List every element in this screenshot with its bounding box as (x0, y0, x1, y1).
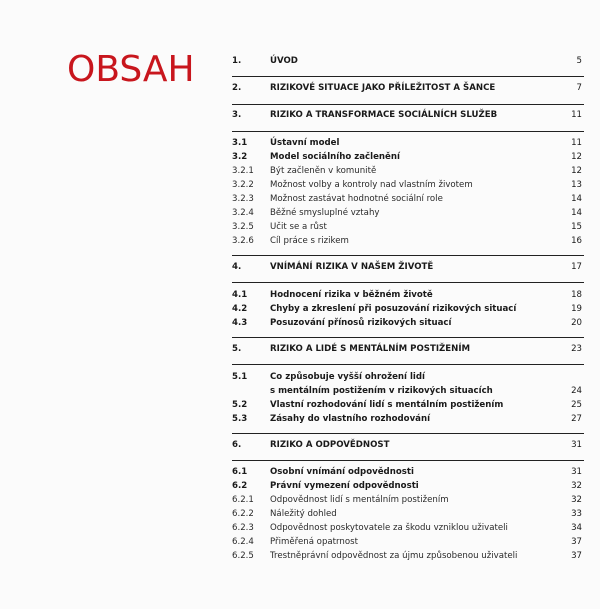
toc-page: 17 (571, 262, 582, 272)
toc-number: 6.2 (232, 481, 248, 491)
toc-number: 6.2.2 (232, 509, 254, 519)
toc-number: 4.1 (232, 290, 248, 300)
section-divider (232, 364, 584, 365)
toc-number: 3.1 (232, 138, 248, 148)
toc-page: 25 (571, 400, 582, 410)
toc-entry[interactable] (0, 192, 600, 206)
section-divider (232, 104, 584, 105)
toc-page: 16 (571, 236, 582, 246)
toc-page: 5 (576, 56, 582, 66)
toc-title: s mentálním postižením v rizikových situacích (270, 386, 493, 396)
toc-number: 2. (232, 83, 242, 93)
toc-title: Učit se a růst (270, 222, 327, 232)
toc-number: 5.2 (232, 400, 248, 410)
toc-page: 27 (571, 414, 582, 424)
toc-entry[interactable] (0, 108, 600, 122)
section-divider (232, 255, 584, 256)
toc-title: Model sociálního začlenění (270, 152, 400, 162)
section-divider (232, 460, 584, 461)
section-divider (232, 131, 584, 132)
toc-number: 6.2.1 (232, 495, 254, 505)
section-divider (232, 282, 584, 283)
section-divider (232, 337, 584, 338)
toc-entry[interactable] (0, 479, 600, 493)
toc-title: ÚVOD (270, 56, 298, 66)
toc-title: Vlastní rozhodování lidí s mentálním postižením (270, 400, 504, 410)
toc-page: 12 (571, 166, 582, 176)
toc-title: VNÍMÁNÍ RIZIKA V NAŠEM ŽIVOTĚ (270, 262, 434, 272)
toc-entry[interactable] (0, 316, 600, 330)
toc-number: 3.2.3 (232, 194, 254, 204)
toc-page: 18 (571, 290, 582, 300)
toc-page: 37 (571, 537, 582, 547)
toc-page: 31 (571, 440, 582, 450)
toc-page: 14 (571, 194, 582, 204)
toc-page: 23 (571, 344, 582, 354)
toc-title: Chyby a zkreslení při posuzování rizikových situací (270, 304, 517, 314)
toc-title: Ústavní model (270, 138, 340, 148)
toc-title: Odpovědnost lidí s mentálním postižením (270, 495, 449, 505)
toc-number: 5.3 (232, 414, 248, 424)
toc-number: 6. (232, 440, 242, 450)
toc-entry[interactable] (0, 54, 600, 68)
toc-number: 3.2.4 (232, 208, 254, 218)
toc-entry[interactable] (0, 465, 600, 479)
toc-title: RIZIKO A TRANSFORMACE SOCIÁLNÍCH SLUŽEB (270, 110, 498, 120)
toc-page: 33 (571, 509, 582, 519)
toc-page: 15 (571, 222, 582, 232)
toc-title: RIZIKOVÉ SITUACE JAKO PŘÍLEŽITOST A ŠANCE (270, 83, 496, 93)
toc-entry[interactable] (0, 549, 600, 563)
toc-entry[interactable] (0, 178, 600, 192)
toc-number: 3.2.5 (232, 222, 254, 232)
page-title: OBSAH (67, 49, 195, 90)
toc-entry[interactable] (0, 507, 600, 521)
toc-page: 7 (576, 83, 582, 93)
toc-page: 14 (571, 208, 582, 218)
toc-entry[interactable] (0, 370, 600, 384)
toc-page: 31 (571, 467, 582, 477)
toc-number: 4.3 (232, 318, 248, 328)
toc-page: 37 (571, 551, 582, 561)
toc-entry[interactable] (0, 412, 600, 426)
toc-title: Osobní vnímání odpovědnosti (270, 467, 414, 477)
toc-entry[interactable] (0, 136, 600, 150)
toc-entry[interactable] (0, 384, 600, 398)
toc-title: Náležitý dohled (270, 509, 337, 519)
toc-entry[interactable] (0, 81, 600, 95)
toc-page: 34 (571, 523, 582, 533)
toc-entry[interactable] (0, 535, 600, 549)
toc-entry[interactable] (0, 493, 600, 507)
toc-title: Co způsobuje vyšší ohrožení lidí (270, 372, 425, 382)
toc-title: Trestněprávní odpovědnost za újmu způsobenou uživateli (270, 551, 518, 561)
toc-title: Běžné smysluplné vztahy (270, 208, 380, 218)
toc-number: 6.2.3 (232, 523, 254, 533)
toc-entry[interactable] (0, 302, 600, 316)
toc-entry[interactable] (0, 150, 600, 164)
toc-entry[interactable] (0, 234, 600, 248)
toc-entry[interactable] (0, 342, 600, 356)
toc-number: 3. (232, 110, 242, 120)
toc-entry[interactable] (0, 398, 600, 412)
toc-title: Odpovědnost poskytovatele za škodu vzniklou uživateli (270, 523, 508, 533)
toc-page: 20 (571, 318, 582, 328)
toc-entry[interactable] (0, 438, 600, 452)
toc-page: 32 (571, 495, 582, 505)
toc-number: 4.2 (232, 304, 248, 314)
toc-page: 11 (571, 138, 582, 148)
toc-title: Hodnocení rizika v běžném životě (270, 290, 433, 300)
toc-page: 12 (571, 152, 582, 162)
toc-number: 3.2.2 (232, 180, 254, 190)
toc-entry[interactable] (0, 288, 600, 302)
toc-number: 5. (232, 344, 242, 354)
toc-title: Zásahy do vlastního rozhodování (270, 414, 431, 424)
toc-number: 3.2 (232, 152, 248, 162)
toc-entry[interactable] (0, 260, 600, 274)
toc-entry[interactable] (0, 206, 600, 220)
toc-entry[interactable] (0, 164, 600, 178)
toc-title: Možnost volby a kontroly nad vlastním životem (270, 180, 473, 190)
toc-title: Být začleněn v komunitě (270, 166, 377, 176)
toc-page: 13 (571, 180, 582, 190)
toc-title: Přiměřená opatrnost (270, 537, 358, 547)
toc-title: Posuzování přínosů rizikových situací (270, 318, 452, 328)
toc-number: 4. (232, 262, 242, 272)
toc-title: Právní vymezení odpovědnosti (270, 481, 419, 491)
toc-number: 1. (232, 56, 242, 66)
section-divider (232, 76, 584, 77)
toc-number: 6.1 (232, 467, 248, 477)
toc-number: 6.2.4 (232, 537, 254, 547)
toc-entry[interactable] (0, 521, 600, 535)
toc-title: RIZIKO A ODPOVĚDNOST (270, 440, 390, 450)
toc-title: Cíl práce s rizikem (270, 236, 349, 246)
toc-page: 32 (571, 481, 582, 491)
toc-number: 3.2.1 (232, 166, 254, 176)
toc-entry[interactable] (0, 220, 600, 234)
toc-page: 24 (571, 386, 582, 396)
toc-page: 19 (571, 304, 582, 314)
toc-number: 3.2.6 (232, 236, 254, 246)
toc-title: Možnost zastávat hodnotné sociální role (270, 194, 443, 204)
toc-page: 11 (571, 110, 582, 120)
toc-number: 5.1 (232, 372, 248, 382)
toc-title: RIZIKO A LIDÉ S MENTÁLNÍM POSTIŽENÍM (270, 344, 471, 354)
toc-number: 6.2.5 (232, 551, 254, 561)
section-divider (232, 433, 584, 434)
